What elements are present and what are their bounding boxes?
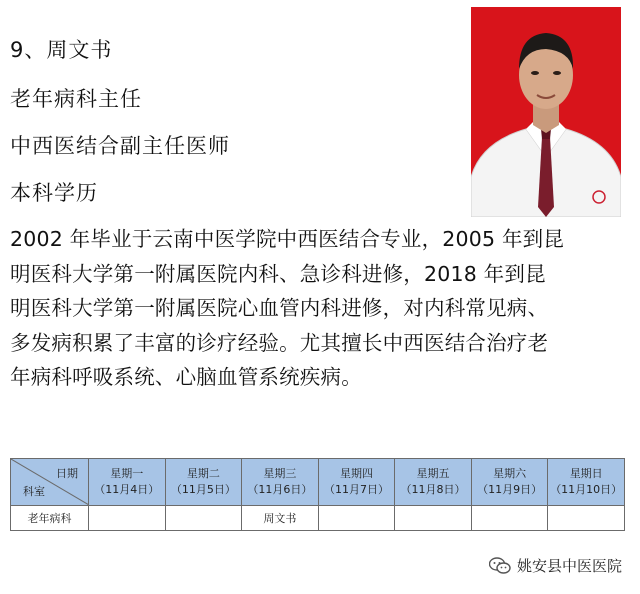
day-name: 星期五 [416,467,450,480]
schedule-table [10,458,625,531]
source-name: 姚安县中医医院 [516,557,622,575]
doctor-position: 中西医结合副主任医师 [10,134,230,158]
bio-line: 多发病积累了丰富的诊疗经验。尤其擅长中西医结合治疗老 [10,330,549,355]
day-name: 星期三 [263,467,297,480]
day-date: （11月9日） [477,483,543,496]
day-name: 星期四 [339,467,373,480]
day-name: 星期六 [493,467,527,480]
schedule-row [11,506,625,531]
source-watermark [489,555,622,576]
schedule-cell [165,506,242,531]
schedule-cell [471,506,548,531]
schedule-cell [395,506,472,531]
bio-line: 2002 年毕业于云南中医学院中西医结合专业，2005 年到昆 [10,227,565,251]
doctor-title: 老年病科主任 [10,87,142,111]
portrait-illustration [471,7,621,217]
day-name: 星期二 [186,467,220,480]
schedule-cell: 周文书 [242,506,319,531]
schedule-cell [548,506,625,531]
day-header-fri [395,459,472,506]
schedule-cell [318,506,395,531]
schedule-header-row [11,459,625,506]
day-date: （11月7日） [323,483,389,496]
bio-line: 明医科大学第一附属医院心血管内科进修，对内科常见病、 [10,296,549,320]
day-date: （11月10日） [550,483,623,496]
schedule-corner-cell [11,459,89,506]
day-header-mon [89,459,166,506]
day-date: （11月8日） [400,483,466,496]
day-header-tue [165,459,242,506]
doctor-photo [471,7,621,217]
doctor-heading: 9、周文书 [10,38,113,62]
corner-date-label: 日期 [56,467,78,480]
wechat-icon [489,557,511,575]
corner-dept-label: 科室 [23,485,45,498]
bio-line: 明医科大学第一附属医院内科、急诊科进修，2018 年到昆 [10,261,546,286]
day-name: 星期日 [569,467,603,480]
doctor-education: 本科学历 [10,181,98,205]
day-header-wed [242,459,319,506]
doctor-bio [10,222,632,395]
day-header-sat [471,459,548,506]
department-cell: 老年病科 [11,506,89,531]
day-date: （11月5日） [170,483,236,496]
day-name: 星期一 [110,467,144,480]
day-header-thu [318,459,395,506]
day-header-sun [548,459,625,506]
bio-line: 年病科呼吸系统、心脑血管系统疾病。 [10,365,362,389]
day-date: （11月6日） [247,483,313,496]
schedule-cell [89,506,166,531]
day-date: （11月4日） [94,483,160,496]
